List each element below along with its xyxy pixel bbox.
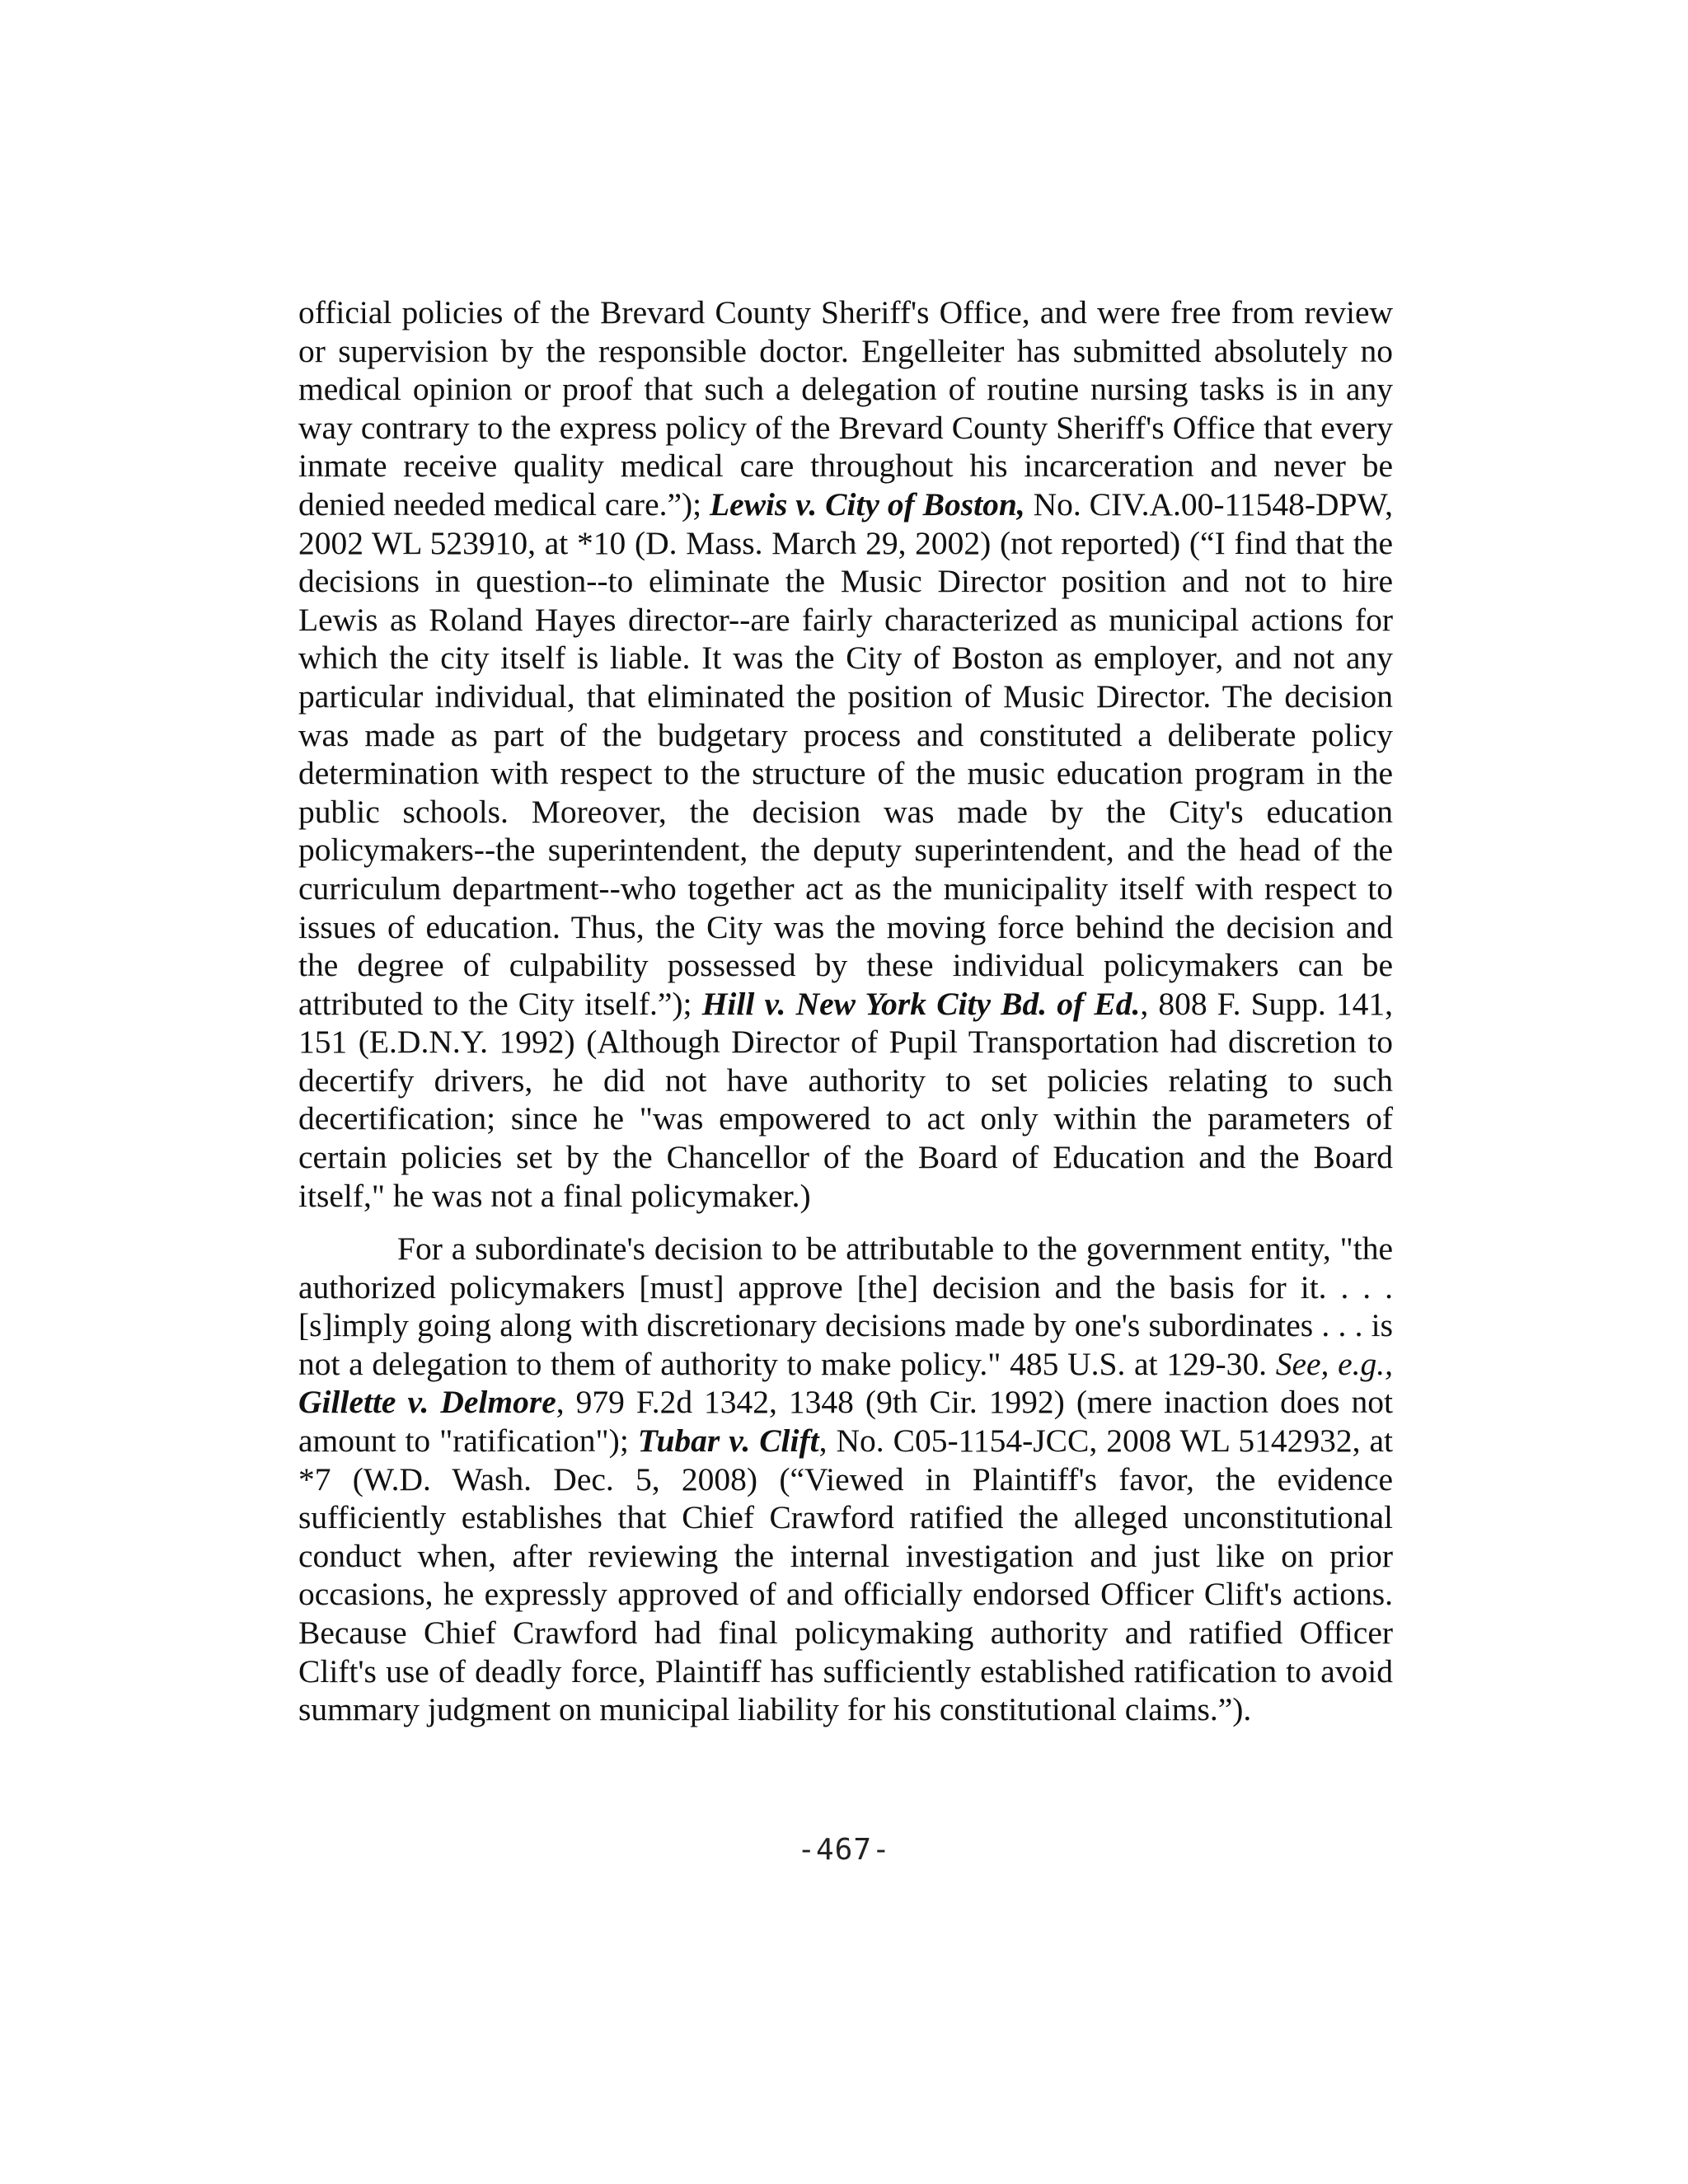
case-citation-gillette: Gillette v. Delmore [298, 1384, 556, 1421]
page-number: -467- [797, 1833, 891, 1867]
case-citation-hill: Hill v. New York City Bd. of Ed. [701, 985, 1141, 1022]
paragraph-2-text-b: , 979 F.2d 1342, 1348 (9th Cir. 1992) (mere inaction does not amount to "ratification"); [298, 1384, 1393, 1459]
signal-see-eg: See, e.g., [1275, 1345, 1393, 1382]
paragraph-1-text-a: official policies of the Brevard County Sheriff's Office, and were free from review or supervision by the responsible doctor. Engelleiter has submitted absolutely no medical opinion or proof that such a delegation of routine nursing tasks is in any way contrary to the express policy of the Brevard County Sheriff's Office that every inmate receive quality medical care throughout his incarceration and never be denied needed medical care.”); [298, 294, 1393, 523]
paragraph-2-text-a: For a subordinate's decision to be attributable to the government entity, "the authorized policymakers [must] approve [the] decision and the basis for it. . . .[s]imply going along with discretionary decisions made by one's subordinates . . . is not a delegation to them of authority to make policy." 485 U.S. at 129-30. [298, 1230, 1393, 1382]
case-citation-lewis: Lewis v. City of Boston, [710, 485, 1025, 523]
body-paragraph-1 [298, 293, 1393, 1215]
paragraph-1-text-b: No. CIV.A.00-11548-DPW, 2002 WL 523910, at *10 (D. Mass. March 29, 2002) (not reported) (“I find that the decisions in question--to eliminate the Music Director position and not to hire Lewis as Roland Hayes director--are fairly characterized as municipal actions for which the city itself is liable. It was the City of Boston as employer, and not any particular individual, that eliminated the position of Music Director. The decision was made as part of the budgetary process and constituted a deliberate policy determination with respect to the structure of the music education program in the public schools. Moreover, the decision was made by the City's education policymakers--the superintendent, the deputy superintendent, and the head of the curriculum department--who together act as the municipality itself with respect to issues of education. Thus, the City was the moving force behind the decision and the degree of culpability possessed by these individual policymakers can be attributed to the City itself.”); [298, 485, 1393, 1022]
paragraph-1-text-c: , 808 F. Supp. 141, 151 (E.D.N.Y. 1992) (Although Director of Pupil Transportation had discretion to decertify drivers, he did not have authority to set policies relating to such decertification; since he "was empowered to act only within the parameters of certain policies set by the Chancellor of the Board of Education and the Board itself," he was not a final policymaker.) [298, 985, 1393, 1214]
body-paragraph-2 [298, 1230, 1393, 1729]
case-citation-tubar: Tubar v. Clift [637, 1422, 819, 1459]
paragraph-2-text-c: , No. C05-1154-JCC, 2008 WL 5142932, at *7 (W.D. Wash. Dec. 5, 2008) (“Viewed in Plaintiff's favor, the evidence sufficiently establishes that Chief Crawford ratified the alleged unconstitutional conduct when, after reviewing the internal investigation and just like on prior occasions, he expressly approved of and officially endorsed Officer Clift's actions. Because Chief Crawford had final policymaking authority and ratified Officer Clift's use of deadly force, Plaintiff has sufficiently established ratification to avoid summary judgment on municipal liability for his constitutional claims.”). [298, 1422, 1394, 1728]
